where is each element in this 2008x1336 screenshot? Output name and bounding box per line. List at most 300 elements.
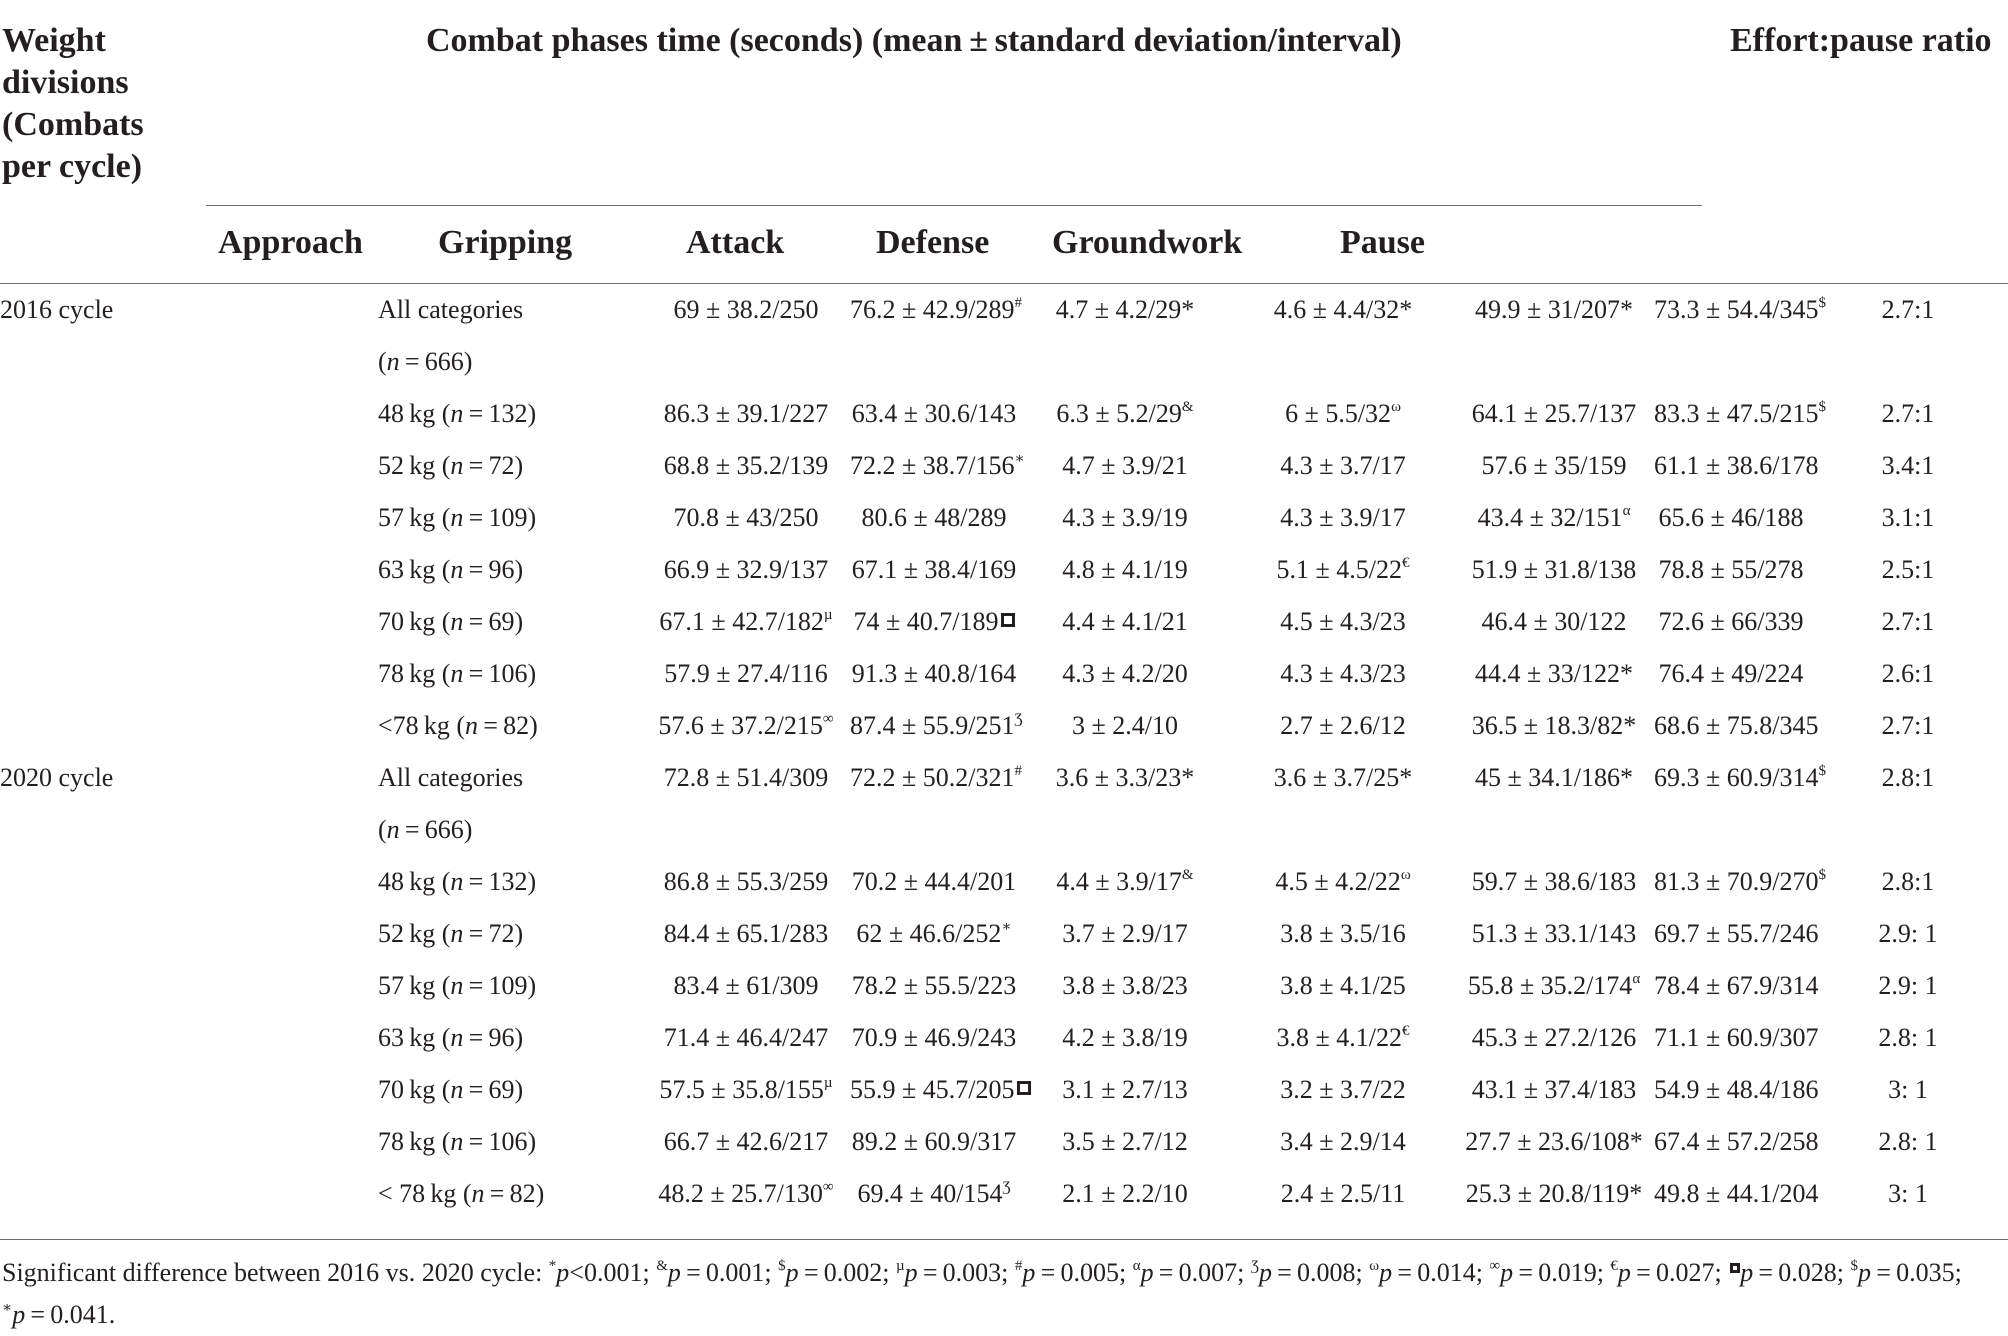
- footnote-p-value: p = 0.014;: [1379, 1258, 1483, 1287]
- value-cell: [1654, 440, 1819, 492]
- division-cell: 52 kg (n = 72): [378, 451, 524, 480]
- value-cell: [1454, 284, 1654, 336]
- value-cell: [1018, 1012, 1232, 1064]
- value-cell: [1018, 908, 1232, 960]
- value-text: 54.9 ± 48.4/186: [1654, 1075, 1819, 1104]
- value-cell: [1454, 336, 1654, 388]
- ratio-cell: 2.9: 1: [1878, 919, 1938, 948]
- value-cell: [850, 1116, 1018, 1168]
- col-gripping: Gripping: [438, 224, 573, 261]
- value-cell: [1654, 700, 1819, 752]
- value-text: 3.8 ± 4.1/25: [1280, 971, 1406, 1000]
- significance-marker: $: [1818, 295, 1826, 312]
- value-text: 2.4 ± 2.5/11: [1280, 1179, 1406, 1208]
- value-text: 49.8 ± 44.1/204: [1654, 1179, 1819, 1208]
- weight-header-line: divisions: [2, 64, 129, 101]
- value-text: 4.8 ± 4.1/19: [1062, 555, 1188, 584]
- cycle-cell: [0, 492, 378, 544]
- significance-marker: α: [1632, 971, 1641, 988]
- division-cell: 70 kg (n = 69): [378, 1075, 524, 1104]
- value-text: 78.2 ± 55.5/223: [851, 971, 1017, 1000]
- significance-marker: µ: [823, 607, 833, 624]
- value-cell: [642, 544, 850, 596]
- value-text: 66.7 ± 42.6/217: [663, 1127, 829, 1156]
- value-text: 61.1 ± 38.6/178: [1654, 451, 1819, 480]
- footnote-lead: Significant difference between 2016 vs. 2020 cycle:: [2, 1258, 543, 1287]
- value-cell: [1654, 1168, 1819, 1220]
- value-text: 83.3 ± 47.5/215: [1654, 399, 1819, 428]
- value-text: 4.5 ± 4.2/22: [1275, 867, 1401, 896]
- col-defense: Defense: [876, 224, 990, 261]
- value-cell: [1232, 440, 1454, 492]
- value-text: 51.9 ± 31.8/138: [1471, 555, 1637, 584]
- value-cell: [1654, 648, 1808, 700]
- footnote-p-value: p = 0.002;: [785, 1258, 890, 1287]
- value-cell: [1232, 960, 1454, 1012]
- value-text: 25.3 ± 20.8/119*: [1465, 1179, 1643, 1208]
- significance-marker: &: [1181, 399, 1194, 416]
- significance-marker: $: [1818, 867, 1826, 884]
- significance-marker: ω: [1369, 1258, 1380, 1275]
- significance-marker: €: [1402, 555, 1410, 572]
- footnote-item: [1244, 1258, 1362, 1287]
- value-cell: [1454, 752, 1654, 804]
- combat-phases-header: Combat phases time (seconds) (mean ± standard deviation/interval): [426, 22, 1402, 59]
- division-cell: 48 kg (n = 132): [378, 867, 537, 896]
- value-text: 83.4 ± 61/309: [673, 971, 819, 1000]
- value-cell: [1232, 752, 1454, 804]
- value-text: 43.1 ± 37.4/183: [1471, 1075, 1637, 1104]
- value-text: 4.3 ± 3.7/17: [1280, 451, 1406, 480]
- value-text: 57.9 ± 27.4/116: [664, 659, 828, 688]
- value-text: 64.1 ± 25.7/137: [1471, 399, 1637, 428]
- value-text: 46.4 ± 30/122: [1481, 607, 1627, 636]
- significance-marker: ω: [1391, 399, 1401, 416]
- value-text: 69.3 ± 60.9/314: [1654, 763, 1819, 792]
- footnote-p-value: p<0.001;: [556, 1258, 650, 1287]
- group-rule: [206, 205, 1702, 206]
- footnote-item: [2, 1300, 115, 1329]
- value-cell: [642, 440, 850, 492]
- value-text: 3.4 ± 2.9/14: [1280, 1127, 1406, 1156]
- value-text: 3.8 ± 3.5/16: [1280, 919, 1406, 948]
- ratio-cell: 2.8:1: [1881, 763, 1935, 792]
- weight-divisions-header: [2, 20, 144, 188]
- table-row: [0, 492, 2008, 544]
- value-cell: [850, 284, 1022, 336]
- table-row: [0, 908, 2008, 960]
- value-cell: [850, 440, 1025, 492]
- value-cell: [1232, 284, 1454, 336]
- significance-marker: #: [1014, 763, 1022, 780]
- value-cell: [642, 336, 850, 388]
- ratio-cell: 3.1:1: [1881, 503, 1935, 532]
- value-cell: [1654, 960, 1819, 1012]
- ratio-cell: 2.8:1: [1881, 867, 1935, 896]
- footnote-item: [1722, 1258, 1844, 1287]
- table-row: [0, 1168, 2008, 1220]
- weight-header-line: (Combats: [2, 106, 144, 143]
- value-text: 3.8 ± 4.1/22: [1276, 1023, 1402, 1052]
- cycle-cell: [0, 648, 378, 700]
- value-text: 67.1 ± 42.7/182: [659, 607, 824, 636]
- value-text: 4.4 ± 3.9/17: [1056, 867, 1182, 896]
- value-text: 66.9 ± 32.9/137: [663, 555, 829, 584]
- cycle-cell: [0, 700, 378, 752]
- table-row: [0, 1012, 2008, 1064]
- value-cell: [850, 1064, 1018, 1116]
- value-text: 69.7 ± 55.7/246: [1654, 919, 1819, 948]
- data-table: [0, 284, 2008, 1220]
- value-text: 68.6 ± 75.8/345: [1654, 711, 1819, 740]
- ratio-cell: 2.8: 1: [1878, 1127, 1938, 1156]
- value-cell: [1654, 1064, 1819, 1116]
- footnote-p-value: p = 0.019;: [1500, 1258, 1604, 1287]
- value-text: 4.6 ± 4.4/32*: [1273, 295, 1413, 324]
- footnote-p-value: p = 0.027;: [1617, 1258, 1722, 1287]
- significance-marker: Ʒ: [1014, 711, 1023, 728]
- value-cell: [1018, 284, 1232, 336]
- footnote-item: [1844, 1258, 1962, 1287]
- value-text: 3.1 ± 2.7/13: [1062, 1075, 1188, 1104]
- cycle-cell: 2016 cycle: [0, 295, 114, 324]
- significance-marker: #: [1014, 1258, 1023, 1275]
- value-text: 4.7 ± 3.9/21: [1062, 451, 1188, 480]
- value-text: 73.3 ± 54.4/345: [1654, 295, 1819, 324]
- division-cell: All categories: [378, 763, 524, 792]
- value-text: 3.5 ± 2.7/12: [1062, 1127, 1188, 1156]
- value-text: 91.3 ± 40.8/164: [851, 659, 1017, 688]
- value-cell: [642, 1064, 850, 1116]
- value-text: 70.2 ± 44.4/201: [851, 867, 1017, 896]
- value-text: 76.2 ± 42.9/289: [850, 295, 1015, 324]
- value-cell: [1232, 492, 1454, 544]
- value-cell: [1654, 1116, 1819, 1168]
- value-cell: [1018, 700, 1232, 752]
- footnote-p-value: p = 0.001;: [667, 1258, 772, 1287]
- value-cell: [642, 700, 850, 752]
- table-row: [0, 440, 2008, 492]
- value-cell: [642, 388, 850, 440]
- value-cell: [1454, 908, 1654, 960]
- value-text: 6.3 ± 5.2/29: [1056, 399, 1182, 428]
- value-cell: [850, 1012, 1018, 1064]
- value-text: 4.2 ± 3.8/19: [1062, 1023, 1188, 1052]
- value-cell: [642, 596, 850, 648]
- value-cell: [1018, 648, 1232, 700]
- table-row: [0, 596, 2008, 648]
- value-cell: [1018, 1064, 1232, 1116]
- value-cell: [850, 960, 1018, 1012]
- division-cell: (n = 666): [378, 347, 473, 376]
- value-cell: [1654, 856, 1826, 908]
- col-groundwork: Groundwork: [1052, 224, 1243, 261]
- value-cell: [1232, 700, 1454, 752]
- ratio-cell: 2.9: 1: [1878, 971, 1938, 1000]
- footnote-item: [1008, 1258, 1126, 1287]
- value-cell: [850, 492, 1018, 544]
- col-pause: Pause: [1340, 224, 1425, 261]
- value-cell: [1232, 544, 1454, 596]
- value-cell: [642, 1168, 850, 1220]
- footnote-p-value: p = 0.007;: [1140, 1258, 1245, 1287]
- effort-pause-header: Effort:pause ratio: [1730, 22, 1992, 59]
- cycle-cell: [0, 804, 378, 856]
- value-cell: [1018, 1116, 1232, 1168]
- value-text: 72.6 ± 66/339: [1658, 607, 1804, 636]
- table-row: [0, 544, 2008, 596]
- division-cell: (n = 666): [378, 815, 473, 844]
- significance-marker: ∗: [1014, 451, 1025, 468]
- table-row: [0, 284, 2008, 336]
- value-cell: [850, 752, 1022, 804]
- ratio-cell: [1808, 804, 2008, 856]
- value-cell: [1654, 596, 1808, 648]
- table-row: [0, 1064, 2008, 1116]
- significance-marker: $: [1850, 1258, 1859, 1275]
- division-cell: 78 kg (n = 106): [378, 659, 537, 688]
- footnote-item: [650, 1258, 772, 1287]
- value-text: 69.4 ± 40/154: [857, 1179, 1003, 1208]
- value-cell: [1018, 596, 1232, 648]
- value-cell: [1454, 960, 1654, 1012]
- cycle-cell: [0, 960, 378, 1012]
- significance-marker: ∞: [822, 1179, 834, 1196]
- value-text: 86.3 ± 39.1/227: [663, 399, 829, 428]
- value-cell: [1232, 1064, 1454, 1116]
- value-cell: [1454, 648, 1654, 700]
- value-text: 67.1 ± 38.4/169: [851, 555, 1017, 584]
- value-text: 87.4 ± 55.9/251: [850, 711, 1015, 740]
- value-cell: [1018, 336, 1232, 388]
- value-text: 57.5 ± 35.8/155: [659, 1075, 824, 1104]
- value-cell: [850, 856, 1018, 908]
- ratio-cell: 2.7:1: [1881, 399, 1935, 428]
- value-text: 68.8 ± 35.2/139: [663, 451, 829, 480]
- footnote-item: [1126, 1258, 1244, 1287]
- value-text: 71.1 ± 60.9/307: [1654, 1023, 1819, 1052]
- value-text: 36.5 ± 18.3/82*: [1471, 711, 1637, 740]
- value-cell: [642, 1012, 850, 1064]
- value-text: 49.9 ± 31/207*: [1475, 295, 1633, 324]
- value-cell: [1454, 1116, 1654, 1168]
- division-cell: 57 kg (n = 109): [378, 971, 537, 1000]
- significance-marker: ∞: [822, 711, 834, 728]
- table-bottom-rule: [0, 1239, 2008, 1240]
- box-symbol-icon: [1730, 1263, 1740, 1273]
- value-text: 3.6 ± 3.3/23*: [1055, 763, 1195, 792]
- value-cell: [1654, 752, 1826, 804]
- value-text: 6 ± 5.5/32: [1285, 399, 1392, 428]
- ratio-cell: 3: 1: [1888, 1075, 1928, 1104]
- value-text: 3.2 ± 3.7/22: [1280, 1075, 1406, 1104]
- ratio-cell: 3: 1: [1888, 1179, 1928, 1208]
- value-cell: [850, 700, 1023, 752]
- value-text: 3.7 ± 2.9/17: [1062, 919, 1188, 948]
- cycle-cell: [0, 336, 378, 388]
- value-cell: [1454, 492, 1654, 544]
- footnote: [2, 1252, 1982, 1336]
- value-text: 71.4 ± 46.4/247: [663, 1023, 829, 1052]
- value-cell: [642, 1116, 850, 1168]
- ratio-cell: 2.7:1: [1881, 295, 1935, 324]
- significance-marker: ∗: [1001, 919, 1012, 936]
- value-text: 57.6 ± 37.2/215: [658, 711, 823, 740]
- footnote-item: [1483, 1258, 1604, 1287]
- value-text: 4.3 ± 4.3/23: [1280, 659, 1406, 688]
- value-cell: [1454, 856, 1654, 908]
- division-cell: 57 kg (n = 109): [378, 503, 537, 532]
- value-cell: [1454, 596, 1654, 648]
- table-row: [0, 752, 2008, 804]
- value-text: 78.4 ± 67.9/314: [1654, 971, 1819, 1000]
- value-cell: [1232, 336, 1454, 388]
- value-cell: [1454, 804, 1654, 856]
- cycle-cell: [0, 1116, 378, 1168]
- division-cell: 52 kg (n = 72): [378, 919, 524, 948]
- table-row: [0, 856, 2008, 908]
- value-cell: [642, 492, 850, 544]
- cycle-cell: 2020 cycle: [0, 763, 114, 792]
- value-text: 4.7 ± 4.2/29*: [1055, 295, 1195, 324]
- value-cell: [1232, 1168, 1454, 1220]
- cycle-cell: [0, 856, 378, 908]
- value-text: 3.8 ± 3.8/23: [1062, 971, 1188, 1000]
- value-cell: [1654, 492, 1808, 544]
- value-text: 48.2 ± 25.7/130: [658, 1179, 823, 1208]
- value-text: 74 ± 40.7/189: [853, 607, 999, 636]
- value-text: 81.3 ± 70.9/270: [1654, 867, 1819, 896]
- table-row: [0, 388, 2008, 440]
- footnote-item: [1363, 1258, 1483, 1287]
- value-text: 44.4 ± 33/122*: [1475, 659, 1633, 688]
- table-row: [0, 1116, 2008, 1168]
- significance-marker: ∞: [1489, 1258, 1501, 1275]
- value-text: 51.3 ± 33.1/143: [1471, 919, 1637, 948]
- value-cell: [1018, 492, 1232, 544]
- value-text: 3.6 ± 3.7/25*: [1273, 763, 1413, 792]
- value-text: 27.7 ± 23.6/108*: [1465, 1127, 1643, 1156]
- value-cell: [850, 336, 1018, 388]
- col-approach: Approach: [218, 224, 363, 261]
- value-cell: [1654, 284, 1826, 336]
- cycle-cell: [0, 544, 378, 596]
- value-text: 55.9 ± 45.7/205: [850, 1075, 1015, 1104]
- significance-marker: &: [1181, 867, 1194, 884]
- division-cell: 63 kg (n = 96): [378, 555, 524, 584]
- value-cell: [850, 388, 1018, 440]
- value-cell: [1018, 960, 1232, 1012]
- significance-marker: Ʒ: [1250, 1258, 1259, 1275]
- value-cell: [850, 596, 1018, 648]
- value-text: 4.4 ± 4.1/21: [1062, 607, 1188, 636]
- significance-marker: $: [1818, 399, 1826, 416]
- value-cell: [850, 1168, 1018, 1220]
- significance-marker: ∗: [2, 1300, 13, 1317]
- division-cell: 70 kg (n = 69): [378, 607, 524, 636]
- value-cell: [1018, 440, 1232, 492]
- weight-header-line: Weight: [2, 22, 106, 59]
- value-text: 2.1 ± 2.2/10: [1062, 1179, 1188, 1208]
- value-text: 4.5 ± 4.3/23: [1280, 607, 1406, 636]
- value-cell: [1454, 1012, 1654, 1064]
- table-row: [0, 804, 2008, 856]
- value-text: 57.6 ± 35/159: [1481, 451, 1627, 480]
- value-text: 3 ± 2.4/10: [1072, 711, 1178, 740]
- ratio-cell: 2.8: 1: [1878, 1023, 1938, 1052]
- table-row: [0, 648, 2008, 700]
- value-cell: [1018, 804, 1232, 856]
- division-cell: 78 kg (n = 106): [378, 1127, 537, 1156]
- significance-marker: &: [656, 1258, 668, 1275]
- value-cell: [1018, 856, 1232, 908]
- value-cell: [1232, 908, 1454, 960]
- significance-marker: ω: [1400, 867, 1411, 884]
- value-text: 86.8 ± 55.3/259: [663, 867, 829, 896]
- value-cell: [1654, 544, 1808, 596]
- ratio-cell: 2.5:1: [1881, 555, 1935, 584]
- value-text: 4.3 ± 4.2/20: [1062, 659, 1188, 688]
- significance-marker: *: [548, 1258, 557, 1275]
- significance-marker: $: [1818, 763, 1826, 780]
- value-text: 4.3 ± 3.9/17: [1280, 503, 1406, 532]
- value-cell: [1654, 336, 1808, 388]
- division-cell: ˂78 kg (n = 82): [378, 711, 538, 740]
- value-cell: [642, 752, 850, 804]
- value-cell: [1454, 440, 1654, 492]
- value-cell: [1454, 1168, 1654, 1220]
- value-cell: [1232, 1012, 1454, 1064]
- value-cell: [1232, 1116, 1454, 1168]
- value-cell: [1454, 700, 1654, 752]
- value-cell: [1454, 388, 1654, 440]
- value-cell: [642, 908, 850, 960]
- footnote-p-value: p = 0.035;: [1858, 1258, 1962, 1287]
- significance-marker: α: [1622, 503, 1631, 520]
- value-text: 76.4 ± 49/224: [1658, 659, 1804, 688]
- significance-marker: µ: [895, 1258, 905, 1275]
- division-cell: 48 kg (n = 132): [378, 399, 537, 428]
- significance-marker: €: [1610, 1258, 1618, 1275]
- value-text: 5.1 ± 4.5/22: [1276, 555, 1402, 584]
- value-cell: [1654, 388, 1826, 440]
- footnote-item: [889, 1258, 1008, 1287]
- value-text: 63.4 ± 30.6/143: [851, 399, 1017, 428]
- footnote-item: [549, 1258, 650, 1287]
- col-attack: Attack: [686, 224, 785, 261]
- value-cell: [1232, 804, 1454, 856]
- ratio-cell: 2.7:1: [1881, 607, 1935, 636]
- cycle-cell: [0, 1012, 378, 1064]
- box-symbol-icon: [1017, 1081, 1031, 1095]
- significance-marker: $: [778, 1258, 786, 1275]
- value-cell: [1018, 1168, 1232, 1220]
- ratio-cell: 2.6:1: [1881, 659, 1935, 688]
- cycle-cell: [0, 1168, 378, 1220]
- value-cell: [850, 648, 1018, 700]
- value-cell: [1654, 1012, 1819, 1064]
- value-cell: [1232, 596, 1454, 648]
- value-text: 72.2 ± 38.7/156: [850, 451, 1015, 480]
- cycle-cell: [0, 1064, 378, 1116]
- significance-marker: #: [1014, 295, 1022, 312]
- significance-marker: α: [1132, 1258, 1141, 1275]
- table-row: [0, 336, 2008, 388]
- value-text: 78.8 ± 55/278: [1658, 555, 1804, 584]
- footnote-item: [1604, 1258, 1722, 1287]
- weight-header-line: per cycle): [2, 148, 143, 185]
- value-cell: [1454, 1064, 1654, 1116]
